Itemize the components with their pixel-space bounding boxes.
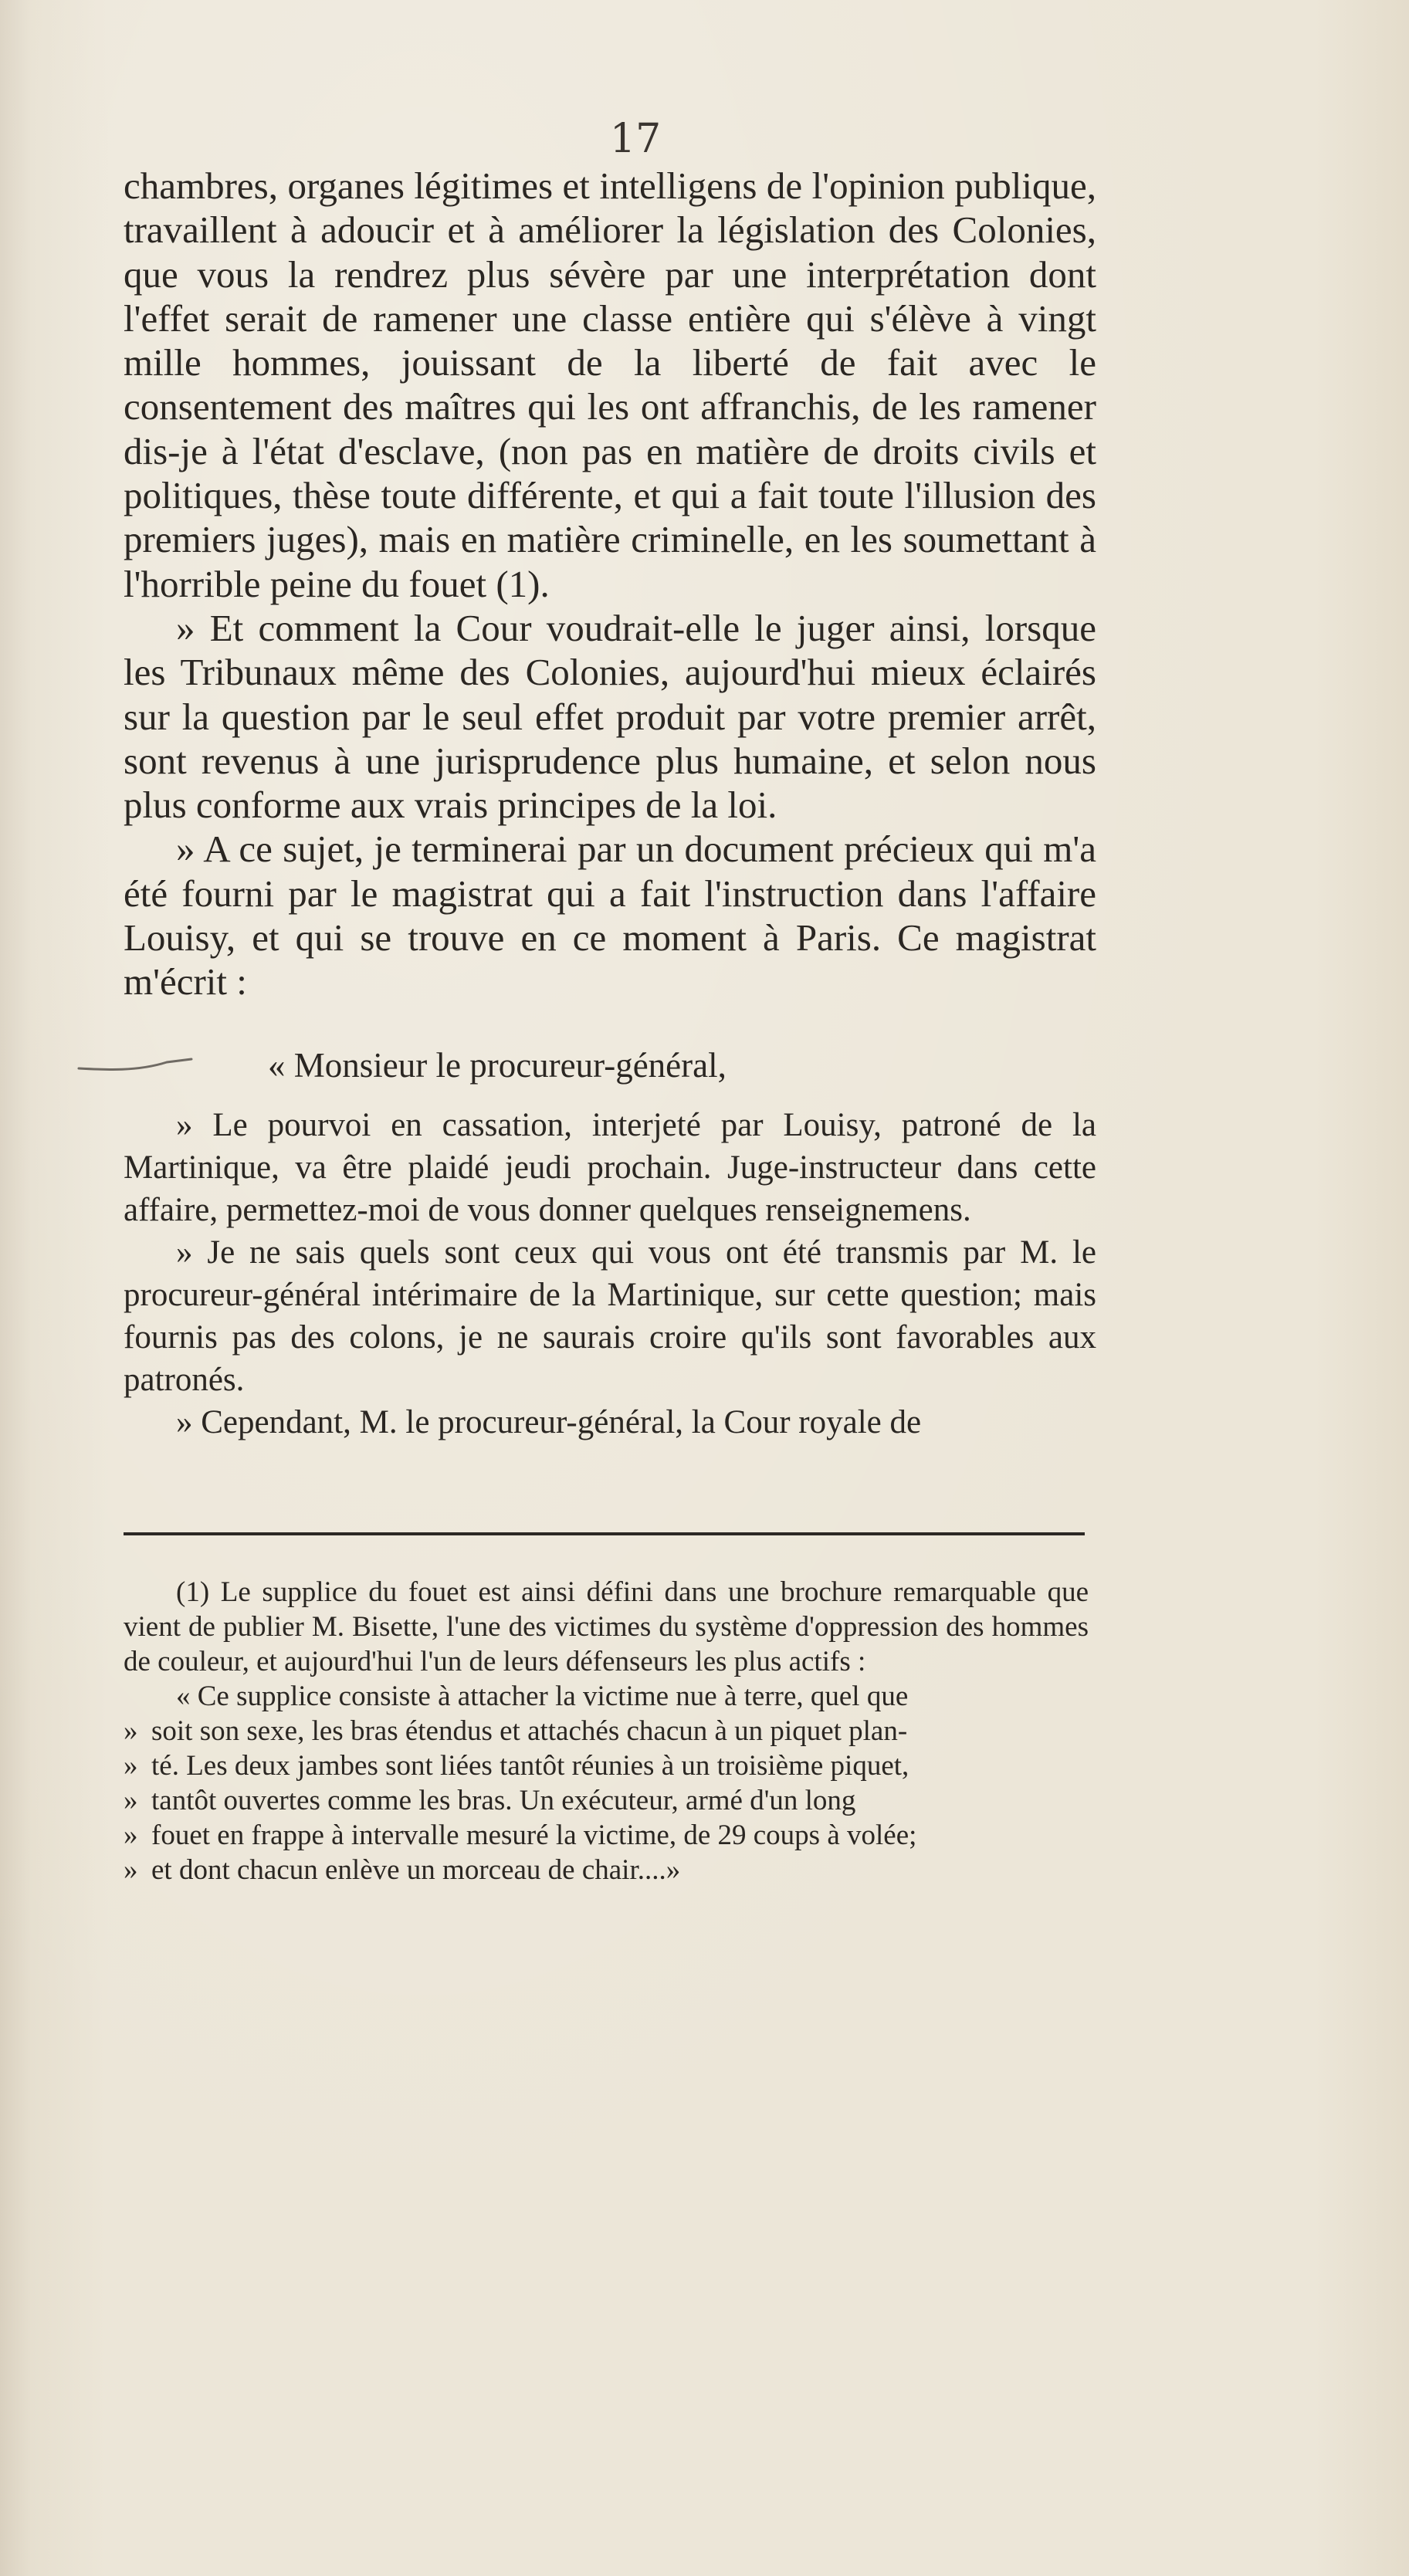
page-number: 17 [610, 116, 662, 162]
footnote-quote-line: » té. Les deux jambes sont liées tantôt réunies à un troisième piquet, [124, 1750, 909, 1782]
body-paragraph: » A ce sujet, je terminerai par un document précieux qui m'a été fourni par le magistrat qui a fait l'instruction dans l'affaire Louisy, et qui se trouve en ce moment à Paris. Ce magistrat m'écrit : [124, 828, 1096, 1004]
footnote-intro: (1) Le supplice du fouet est ainsi défini dans une brochure remarquable que vient de publier M. Bisette, l'une des victimes du système d'oppression des hommes de couleur, et aujourd'hui l'un de leurs défenseurs les plus actifs : [124, 1576, 1089, 1677]
body-paragraph: » Et comment la Cour voudrait-elle le juger ainsi, lorsque les Tribunaux même des Colonies, aujourd'hui mieux éclairés sur la question par le seul effet produit par votre premier arrêt, sont revenus à une jurisprudence plus humaine, et selon nous plus conforme aux vrais principes de la loi. [124, 606, 1096, 827]
footnote [124, 1575, 1089, 1887]
footnote-quote-line: » tantôt ouvertes comme les bras. Un exécuteur, armé d'un long [124, 1785, 856, 1816]
main-text-block [124, 164, 1096, 1004]
footnote-quote-line: » et dont chacun enlève un morceau de chair....» [124, 1854, 681, 1886]
letter-salutation: « Monsieur le procureur-général, [268, 1046, 727, 1085]
footnote-divider [124, 1532, 1085, 1535]
footnote-quote-line: » soit son sexe, les bras étendus et attachés chacun à un piquet plan- [124, 1715, 908, 1747]
letter-paragraph: » Cependant, M. le procureur-général, la Cour royale de [176, 1404, 922, 1440]
quoted-letter [124, 1044, 1096, 1444]
letter-paragraph: » Le pourvoi en cassation, interjeté par Louisy, patroné de la Martinique, va être plaidé jeudi prochain. Juge-instructeur dans cette affaire, permettez-moi de vous donner quelques renseignemens. [124, 1107, 1096, 1228]
footnote-quote-line: » fouet en frappe à intervalle mesuré la victime, de 29 coups à volée; [124, 1819, 917, 1851]
footnote-quote-first-line: « Ce supplice consiste à attacher la victime nue à terre, quel que [176, 1681, 909, 1712]
letter-paragraph: » Je ne sais quels sont ceux qui vous ont été transmis par M. le procureur-général intérimaire de la Martinique, sur cette question; mais fournis pas des colons, je ne saurais croire qu'ils sont favorables aux patronés. [124, 1234, 1096, 1398]
body-paragraph: chambres, organes légitimes et intelligens de l'opinion publique, travaillent à adoucir et à améliorer la législation des Colonies, que vous la rendrez plus sévère par une interprétation dont l'effet serait de ramener une classe entière qui s'élève à vingt mille hommes, jouissant de la liberté de fait avec le consentement des maîtres qui les ont affranchis, de les ramener dis-je à l'état d'esclave, (non pas en matière de droits civils et politiques, thèse toute différente, et qui a fait toute l'illusion des premiers juges), mais en matière criminelle, en les soumettant à l'horrible peine du fouet (1). [124, 164, 1096, 605]
